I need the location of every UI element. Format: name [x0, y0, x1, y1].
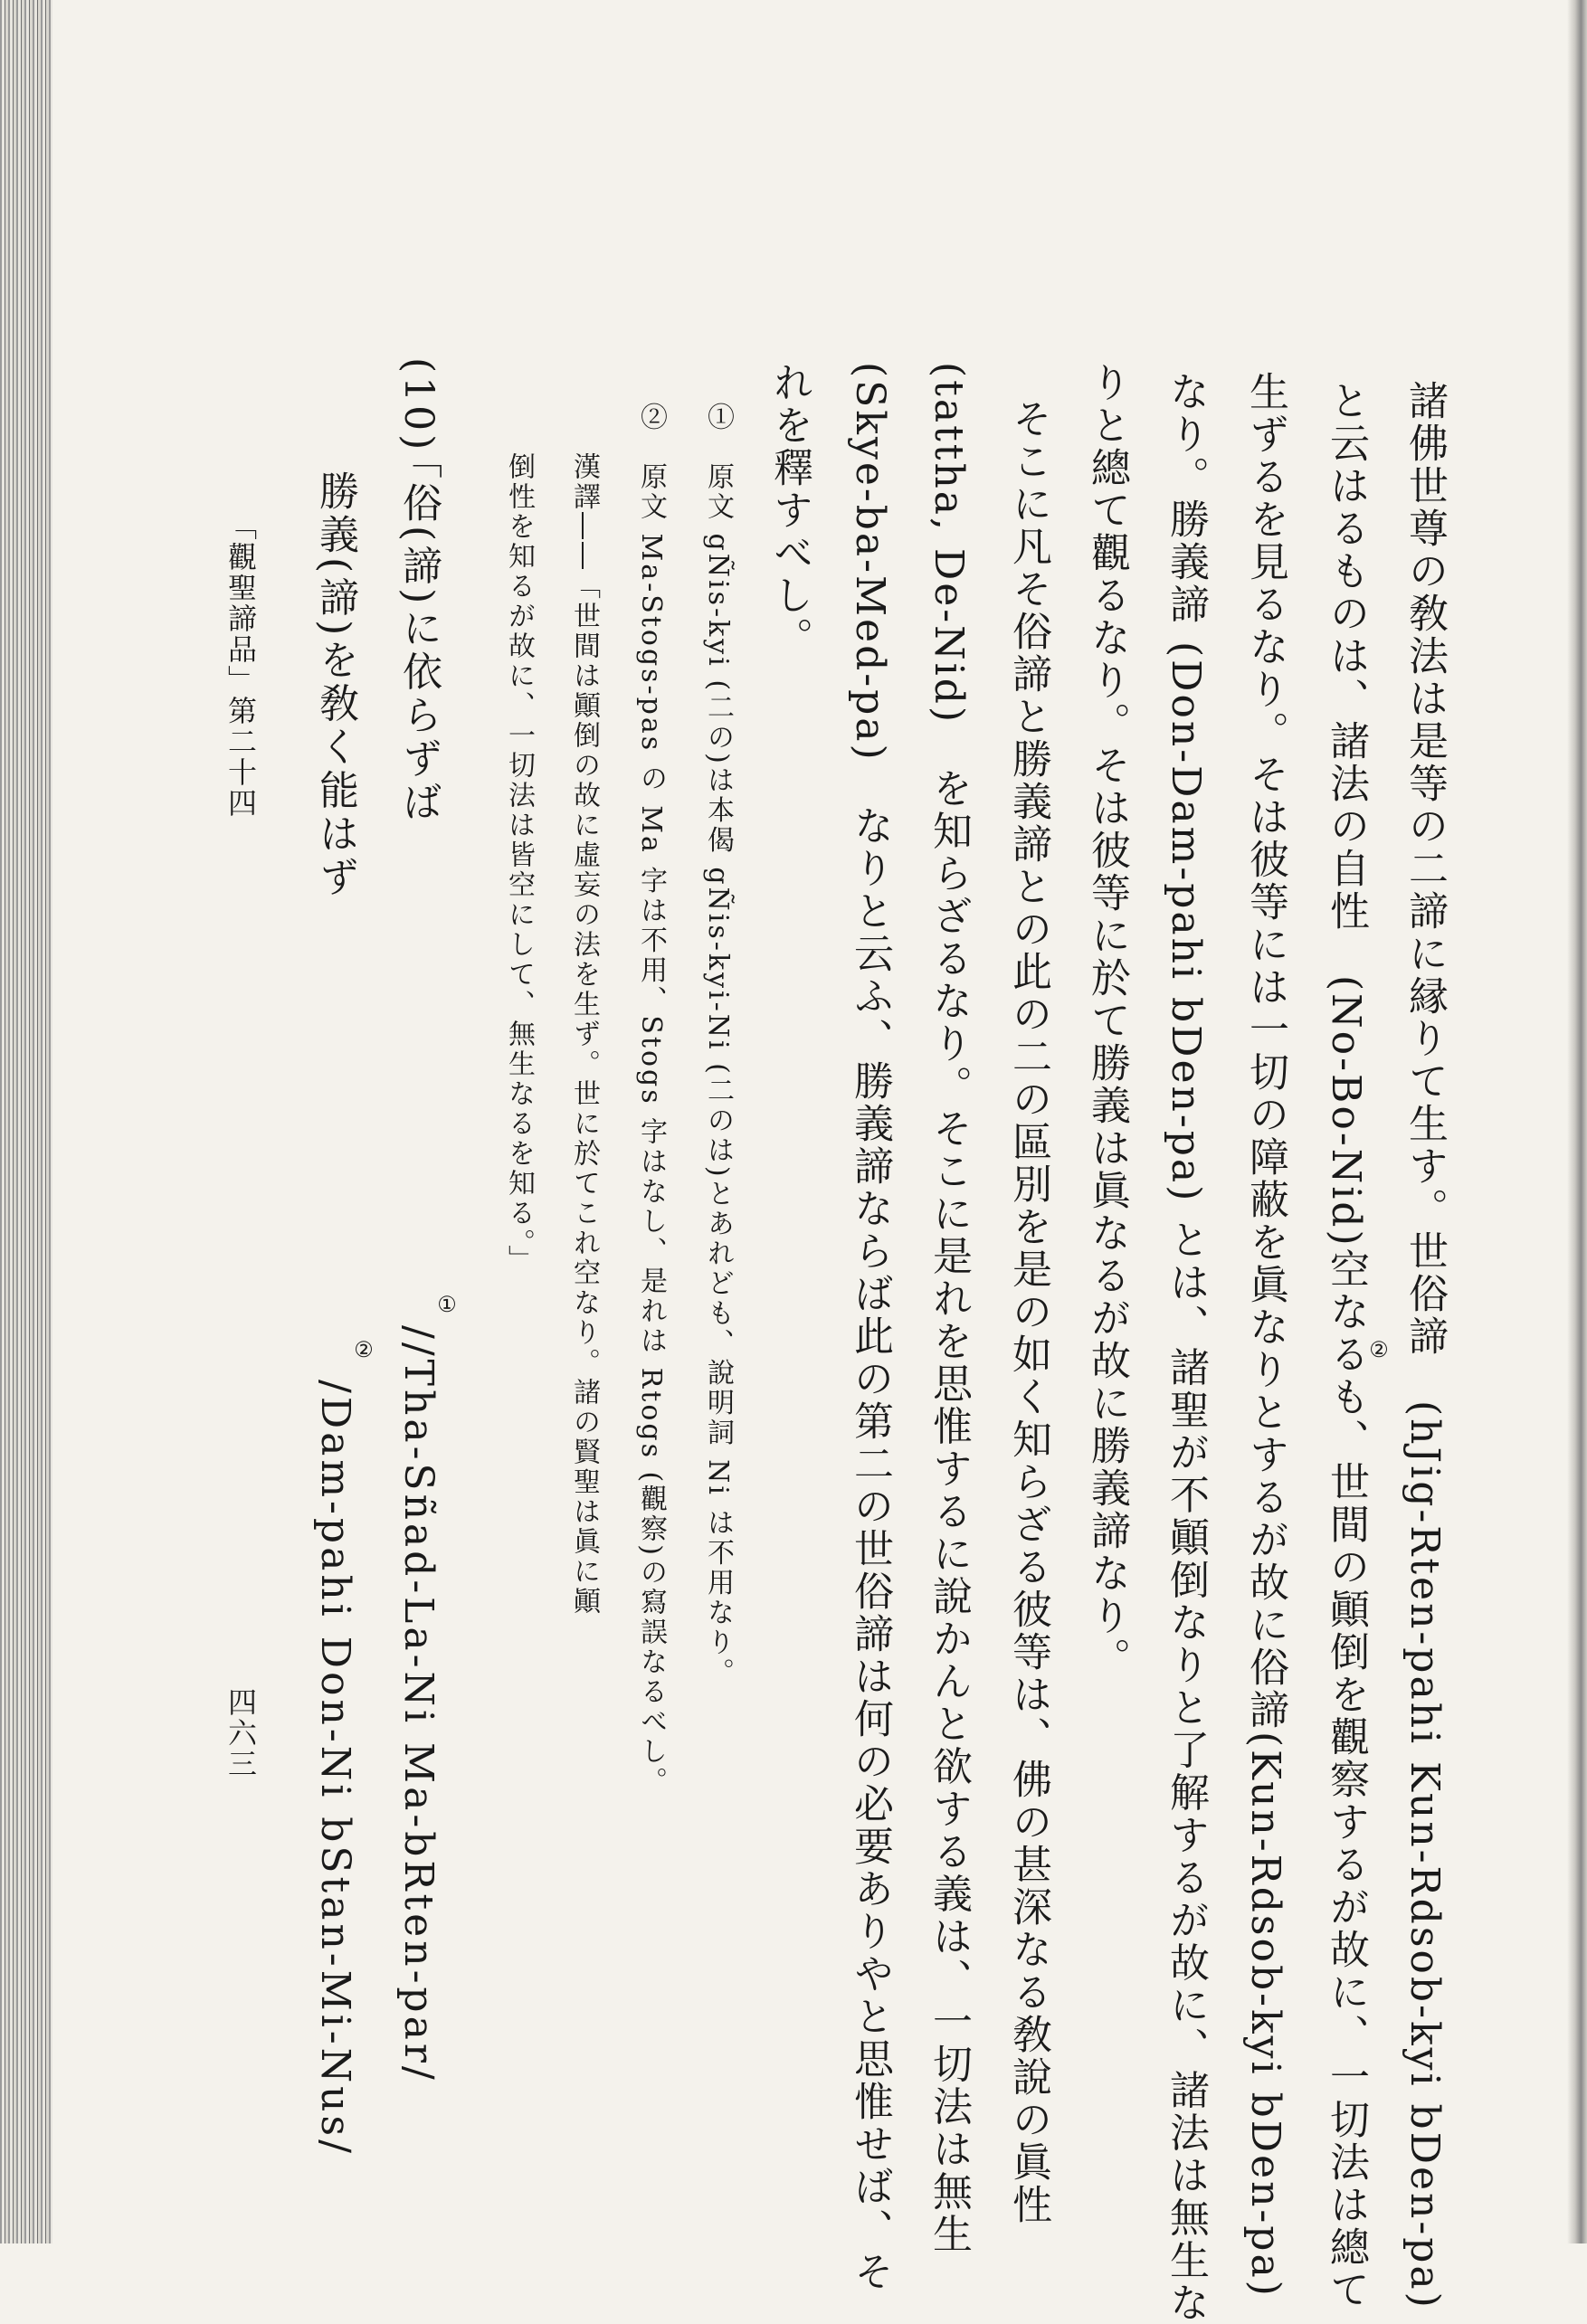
body-column-8: (Skye-ba-Med-pa) なりと云ふ、勝義諦ならば此の第二の世俗諦は何の必要ありやと思惟せば、そ	[847, 362, 893, 2293]
verse-marker-1: ①	[434, 1292, 460, 1317]
footnote-marker: ②	[1366, 1337, 1392, 1362]
page-right-edge	[1567, 0, 1587, 2243]
body-column-7: (tattha, De-Nid) を知らざるなり。そこに是れを思惟するに說かんと欲する義は、一切法は無生	[926, 362, 972, 2256]
verse-tibetan-2: /Dam-pahi Don-Ni bStan-Mi-Nus/	[312, 1380, 358, 2157]
verse-marker-2: ②	[351, 1337, 376, 1362]
page-number: 四六三	[223, 1687, 258, 1779]
body-column-1: 諸佛世尊の敎法は是等の二諦に縁りて生す。世俗諦 (hJig-Rten-pahi Kun-Rdsob-kyi bDen-pa)	[1402, 380, 1448, 2310]
verse-number: (10)	[395, 357, 442, 454]
body-column-9: れを釋すべし。	[766, 362, 813, 659]
note-column-4: 倒性を知るが故に、一切法は皆空にして、無生なるを知る。」	[503, 452, 535, 1275]
verse-tibetan-1: //Tha-Sñad-La-Ni Ma-bRten-par/	[395, 1325, 442, 2083]
verse-line-2: 勝義(諦)を敎く能はず	[312, 470, 358, 900]
body-column-6: そこに凡そ俗諦と勝義諦との此の二の區別を是の如く知らざる彼等は、佛の甚深なる敎說の眞性	[1005, 398, 1051, 2226]
body-column-2: と云はるものは、諸法の自性 (No-Bo-Nid)空なるも、世間の顚倒を觀察するが故に、一切法は總て	[1323, 380, 1369, 2311]
note-column-1: ① 原文 gÑis-kyi (二の)は本偈 gÑis-kyi-Ni (二のは)とあれども、說明詞 Ni は不用なり。	[702, 403, 734, 1688]
verse-line-1: 「俗(諦)に依らずば	[395, 439, 442, 825]
body-column-5: りと總て觀るなり。そは彼等に於て勝義は眞なるが故に勝義諦なり。	[1084, 362, 1130, 1680]
note-column-2: ② 原文 Ma-Stogs-pas の Ma 字は不用、Stogs 字はなし、是れは Rtogs (觀察)の寫誤なるべし。	[635, 403, 667, 1797]
running-footer-chapter: 「觀聖諦品」第二十四	[223, 511, 258, 819]
body-column-3: 生ずるを見るなり。そは彼等には一切の障蔽を眞なりとするが故に俗諦(Kun-Rdsob-kyi bDen-pa)	[1242, 371, 1288, 2299]
body-column-4: なり。勝義諦 (Don-Dam-pahi bDen-pa) とは、諸聖が不顚倒なりと了解するが故に、諸法は無生な	[1163, 371, 1209, 2324]
binding-edge	[0, 0, 52, 2243]
note-column-3: 漢譯――「世間は顚倒の故に虛妄の法を生ず。世に於てこれ空なり。諸の賢聖は眞に顚	[568, 452, 600, 1617]
